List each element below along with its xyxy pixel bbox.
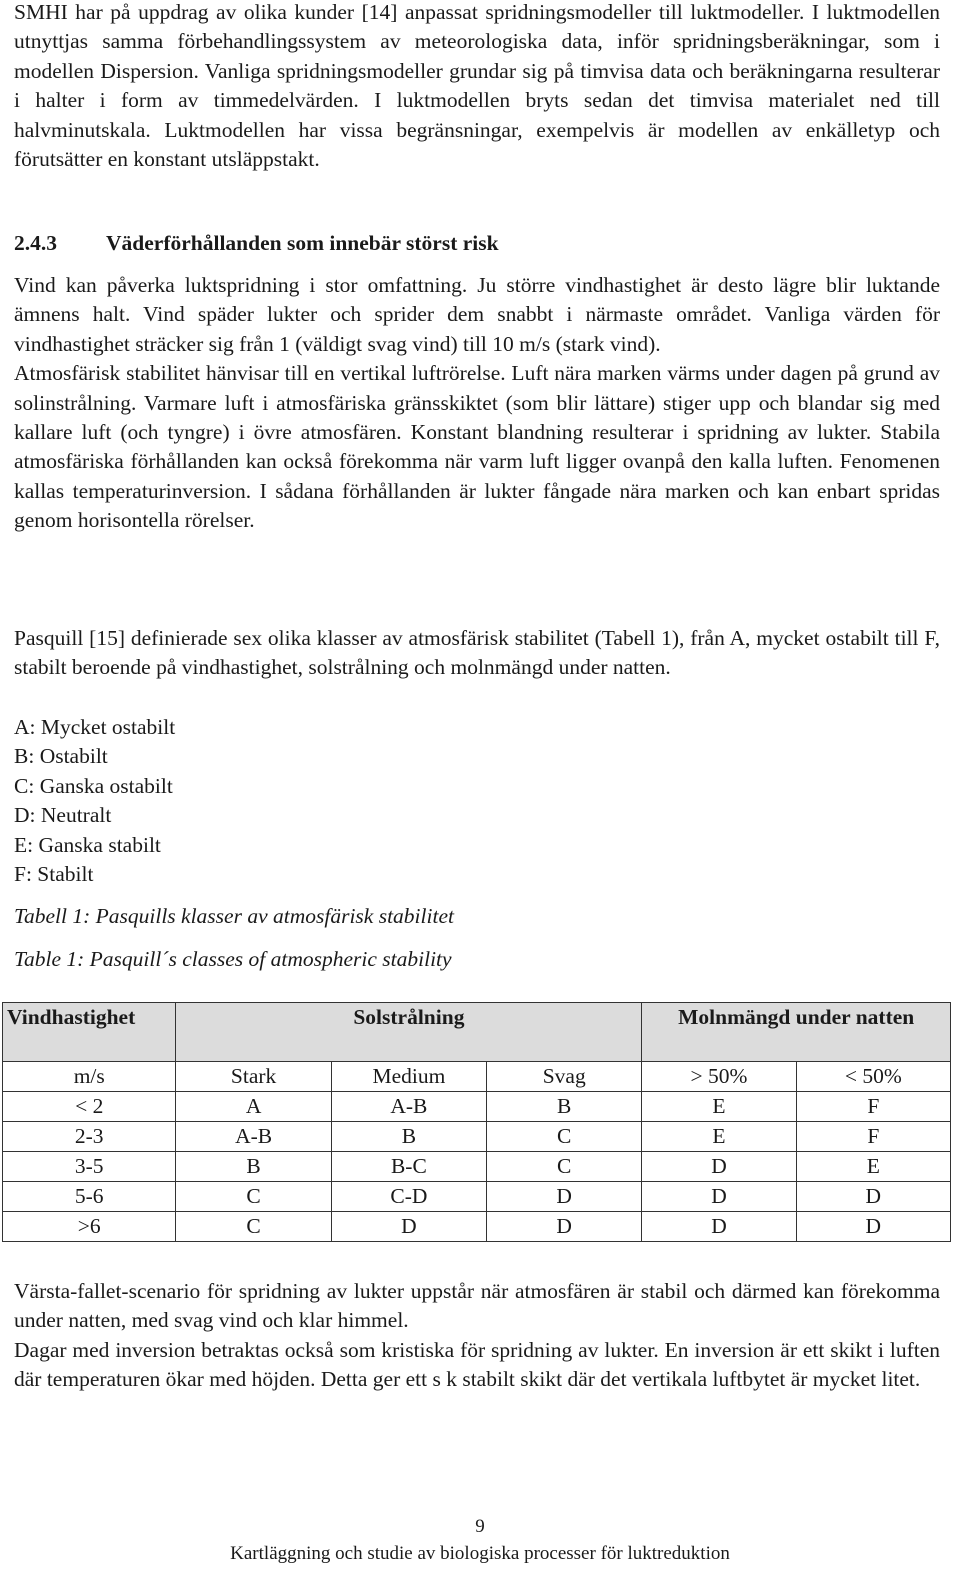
paragraph-pasquill: Pasquill [15] definierade sex olika klasser av atmosfärisk stabilitet (Tabell 1), från A, mycket ostabilt till F, stabilt beroende på vindhastighet, solstrålning och molnmängd under natten. <box>14 626 940 680</box>
table-cell: B <box>487 1092 642 1122</box>
table-row <box>3 1122 951 1152</box>
table-cell: m/s <box>3 1062 176 1092</box>
table-cell: Svag <box>487 1062 642 1092</box>
table-cell: F <box>796 1122 950 1152</box>
table-row <box>3 1182 951 1212</box>
table-cell: C-D <box>331 1182 486 1212</box>
table-cell: A-B <box>176 1122 331 1152</box>
section-heading <box>14 228 940 258</box>
paragraph-stability: Atmosfärisk stabilitet hänvisar till en vertikal luftrörelse. Luft nära marken värms under dagen på grund av solinstrålning. Varmare luft i atmosfäriska gränsskiktet (som blir lättare) stiger upp och blandar sig med kallare luft (och tyngre) i övre atmosfären. Konstant blandning resulterar i spridning av lukter. Stabila atmosfäriska förhållanden kan också förekomma när varm luft ligger ovanpå den kalla luften. Fenomenen kallas temperaturinversion. I sådana förhållanden är lukter fångade nära marken och kan enbart spridas genom horisontella rörelser. <box>14 361 940 533</box>
class-item-c: C: Ganska ostabilt <box>14 773 173 798</box>
class-item-a: A: Mycket ostabilt <box>14 715 176 739</box>
table-cell: D <box>796 1212 950 1242</box>
paragraph-group-wind <box>14 271 940 536</box>
table-row <box>3 1212 951 1242</box>
table-cell: D <box>642 1212 796 1242</box>
header-solar-radiation: Solstrålning <box>176 1003 642 1062</box>
table-cell: 3-5 <box>3 1152 176 1182</box>
table-cell: D <box>642 1152 796 1182</box>
table-cell: A <box>176 1092 331 1122</box>
table-cell: B-C <box>331 1152 486 1182</box>
table-cell: E <box>642 1122 796 1152</box>
class-item-d: D: Neutralt <box>14 803 112 828</box>
table-cell: 5-6 <box>3 1182 176 1212</box>
class-item-f: F: Stabilt <box>14 862 94 887</box>
class-item-b: B: Ostabilt <box>14 744 108 769</box>
table-row <box>3 1152 951 1182</box>
table-row <box>3 1092 951 1122</box>
header-cloud-cover: Molnmängd under natten <box>642 1003 951 1062</box>
table-cell: E <box>642 1092 796 1122</box>
header-wind-speed: Vindhastighet <box>3 1003 176 1062</box>
table-cell: > 50% <box>642 1062 796 1092</box>
table-cell: < 2 <box>3 1092 176 1122</box>
paragraph-group-worst-case <box>14 1277 940 1395</box>
paragraph-intro: SMHI har på uppdrag av olika kunder [14] anpassat spridningsmodeller till luktmodeller. I luktmodellen utnyttjas samma förbehandlingssystem av meteorologiska data, inför spridningsberäkningar, som i modellen Dispersion. Vanliga spridningsmodeller grundar sig på timvisa data och beräkningarna resulterar i halter i form av timmedelvärden. I luktmodellen bryts sedan det timvisa materialet ned till halvminutskala. Luktmodellen har vissa begränsningar, exempelvis är modellen av enkälletyp och förutsätter en konstant utsläppstakt. <box>14 0 940 172</box>
table-cell: < 50% <box>796 1062 950 1092</box>
page-number: 9 <box>475 1516 485 1537</box>
page-footer: Kartläggning och studie av biologiska processer för luktreduktion <box>230 1543 730 1564</box>
table-cell: C <box>487 1152 642 1182</box>
table-cell: D <box>796 1182 950 1212</box>
table-cell: A-B <box>331 1092 486 1122</box>
paragraph-inversion: Dagar med inversion betraktas också som kristiska för spridning av lukter. En inversion är ett skikt i luften där temperaturen ökar med höjden. Detta ger ett s k stabilt skikt där det vertikala luftbytet är mycket litet. <box>14 1337 940 1392</box>
section-number: 2.4.3 <box>14 231 57 255</box>
table-caption-english: Table 1: Pasquill´s classes of atmospheric stability <box>14 947 452 971</box>
table-cell: 2-3 <box>3 1122 176 1152</box>
table-header-row <box>3 1003 951 1062</box>
table-cell: D <box>642 1182 796 1212</box>
class-item-e: E: Ganska stabilt <box>14 832 161 857</box>
table-cell: C <box>176 1182 331 1212</box>
table-cell: F <box>796 1092 950 1122</box>
paragraph-worst-case: Värsta-fallet-scenario för spridning av lukter uppstår när atmosfären är stabil och därmed kan förekomma under natten, med svag vind och klar himmel. <box>14 1279 940 1333</box>
stability-class-list <box>14 713 940 889</box>
table-cell: >6 <box>3 1212 176 1242</box>
table-cell: Medium <box>331 1062 486 1092</box>
table-units-row <box>3 1062 951 1092</box>
table-caption-swedish: Tabell 1: Pasquills klasser av atmosfärisk stabilitet <box>14 904 454 928</box>
paragraph-wind: Vind kan påverka luktspridning i stor omfattning. Ju större vindhastighet är desto lägre blir luktande ämnens halt. Vind späder lukter och sprider dem snabbt i närmaste området. Vanliga värden för vindhastighet sträcker sig från 1 (väldigt svag vind) till 10 m/s (stark vind). <box>14 273 940 356</box>
table-cell: Stark <box>176 1062 331 1092</box>
table-cell: B <box>176 1152 331 1182</box>
section-title: Väderförhållanden som innebär störst risk <box>106 231 499 255</box>
table-cell: B <box>331 1122 486 1152</box>
stability-table <box>2 1002 951 1242</box>
table-cell: C <box>176 1212 331 1242</box>
table-cell: D <box>487 1212 642 1242</box>
table-cell: E <box>796 1152 950 1182</box>
table-cell: D <box>331 1212 486 1242</box>
table-cell: C <box>487 1122 642 1152</box>
table-cell: D <box>487 1182 642 1212</box>
